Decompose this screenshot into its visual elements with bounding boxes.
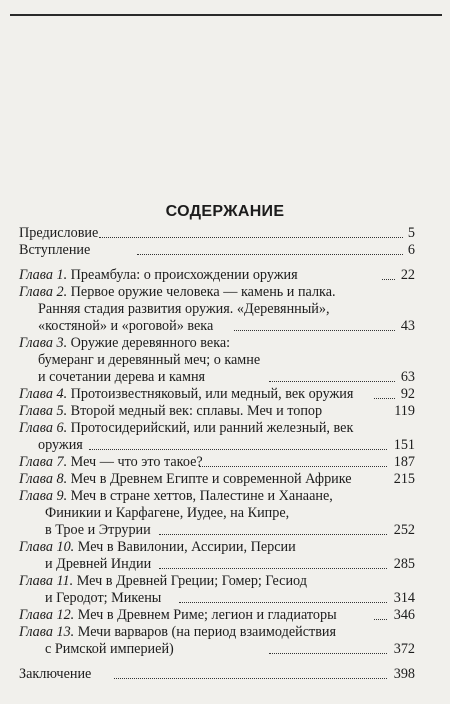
toc-entry <box>19 505 415 522</box>
toc-entry <box>19 403 415 420</box>
toc-entry <box>19 666 415 683</box>
page-number: 6 <box>407 242 415 258</box>
toc-entry-title: Финикии и Карфагене, Иудее, на Кипре, <box>45 505 290 521</box>
toc-entry-text <box>19 267 298 284</box>
toc-entry-title: Первое оружие человека — камень и палка. <box>70 284 336 300</box>
toc-entry <box>19 539 415 556</box>
toc-entry-title: Меч в Древней Греции; Гомер; Гесиод <box>76 573 307 589</box>
toc-entry-text <box>38 369 205 386</box>
toc-entry <box>19 284 415 301</box>
toc-entry <box>19 624 415 641</box>
page-number: 346 <box>393 607 415 623</box>
chapter-number: Глава 3. <box>19 335 68 351</box>
toc-entry-text <box>19 607 337 624</box>
toc-entry-title: Мечи варваров (на период взаимодействия <box>77 624 337 640</box>
page-number: 119 <box>394 403 415 419</box>
dot-leader <box>269 381 395 382</box>
chapter-number: Глава 11. <box>19 573 74 589</box>
toc-entry <box>19 420 415 437</box>
toc-entry-text <box>45 522 151 539</box>
dot-leader <box>159 534 387 535</box>
toc-entry-text <box>19 573 307 590</box>
page-number: 398 <box>393 666 415 682</box>
toc-entry-text <box>19 539 296 556</box>
toc-entry-text <box>38 352 260 369</box>
page-number: 187 <box>393 454 415 470</box>
toc-entry <box>19 335 415 352</box>
toc-entry-title: Предисловие <box>19 225 99 241</box>
page-number: 285 <box>393 556 415 572</box>
dot-leader <box>374 619 387 620</box>
toc-entry <box>19 242 415 259</box>
toc-entry-title: Вступление <box>19 242 91 258</box>
toc-entry <box>19 590 415 607</box>
toc-entry-text <box>45 590 161 607</box>
toc-entry-title: Второй медный век: сплавы. Меч и топор <box>70 403 323 419</box>
toc-entry <box>19 454 415 471</box>
toc-entry-text <box>45 556 151 573</box>
toc-entry <box>19 369 415 386</box>
toc-entry-title: в Трое и Этрурии <box>45 522 151 538</box>
page-number: 215 <box>393 471 415 487</box>
toc-entry <box>19 522 415 539</box>
toc-entry-text <box>38 318 213 335</box>
toc-title: СОДЕРЖАНИЕ <box>165 203 285 220</box>
page-number: 22 <box>400 267 415 283</box>
dot-leader <box>374 398 395 399</box>
page-number: 43 <box>400 318 415 334</box>
toc-entry-title: Меч в Древнем Риме; легион и гладиаторы <box>77 607 337 623</box>
dot-leader <box>99 237 403 238</box>
chapter-number: Глава 12. <box>19 607 75 623</box>
chapter-number: Глава 6. <box>19 420 68 436</box>
dot-leader <box>137 254 403 255</box>
toc-entry-text <box>45 505 289 522</box>
toc-entry <box>19 573 415 590</box>
toc-entry-title: Оружие деревянного века: <box>70 335 231 351</box>
page-number: 252 <box>393 522 415 538</box>
toc-entry-text <box>38 301 330 318</box>
chapter-number: Глава 9. <box>19 488 68 504</box>
section-gap <box>19 259 415 267</box>
toc-entry <box>19 488 415 505</box>
page-number: 63 <box>400 369 415 385</box>
toc-entry <box>19 607 415 624</box>
toc-entry-title: и Древней Индии <box>45 556 152 572</box>
toc-entry <box>19 471 415 488</box>
dot-leader <box>179 602 387 603</box>
toc-entry-title: Меч в Вавилонии, Ассирии, Персии <box>77 539 296 555</box>
section-gap <box>19 658 415 666</box>
toc-entry <box>19 437 415 454</box>
toc-entry-title: Ранняя стадия развития оружия. «Деревянный», <box>38 301 330 317</box>
toc-entry-text <box>19 488 333 505</box>
chapter-number: Глава 10. <box>19 539 75 555</box>
toc-entry <box>19 352 415 369</box>
toc-entry <box>19 386 415 403</box>
table-of-contents <box>19 225 415 683</box>
dot-leader <box>159 568 387 569</box>
toc-entry-title: Меч в Древнем Египте и современной Африке <box>70 471 352 487</box>
page-number: 5 <box>407 225 415 241</box>
toc-entry-title: Меч — что это такое? <box>70 454 203 470</box>
toc-entry-text <box>19 335 230 352</box>
dot-leader <box>114 678 387 679</box>
toc-entry <box>19 267 415 284</box>
toc-entry-title: Меч в стране хеттов, Палестине и Ханаане, <box>70 488 333 504</box>
chapter-number: Глава 1. <box>19 267 68 283</box>
toc-entry-text <box>19 403 322 420</box>
toc-entry <box>19 641 415 658</box>
toc-entry <box>19 301 415 318</box>
dot-leader <box>382 279 395 280</box>
toc-entry-text <box>19 225 98 242</box>
toc-entry-text <box>19 386 353 403</box>
top-rule <box>10 14 442 16</box>
toc-entry-title: Заключение <box>19 666 92 682</box>
toc-entry-title: оружия <box>38 437 83 453</box>
chapter-number: Глава 7. <box>19 454 68 470</box>
page-number: 372 <box>393 641 415 657</box>
toc-entry-text <box>45 641 174 658</box>
dot-leader <box>89 449 387 450</box>
page-number: 151 <box>393 437 415 453</box>
chapter-number: Глава 4. <box>19 386 68 402</box>
toc-entry-title: «костяной» и «роговой» века <box>38 318 214 334</box>
dot-leader <box>234 330 395 331</box>
toc-entry-title: с Римской империей) <box>45 641 174 657</box>
toc-entry <box>19 556 415 573</box>
dot-leader <box>199 466 387 467</box>
chapter-number: Глава 2. <box>19 284 68 300</box>
toc-entry-text <box>19 242 90 259</box>
page-number: 314 <box>393 590 415 606</box>
chapter-number: Глава 13. <box>19 624 75 640</box>
toc-entry-title: и Геродот; Микены <box>45 590 162 606</box>
toc-entry-text <box>19 666 91 683</box>
toc-entry-text <box>19 420 353 437</box>
toc-entry-title: бумеранг и деревянный меч; о камне <box>38 352 261 368</box>
toc-entry-text <box>19 284 336 301</box>
toc-entry-text <box>19 471 352 488</box>
toc-entry <box>19 318 415 335</box>
toc-entry-title: Преамбула: о происхождении оружия <box>70 267 298 283</box>
toc-entry-text <box>19 454 203 471</box>
toc-entry-title: Протосидерийский, или ранний железный, век <box>70 420 354 436</box>
toc-entry <box>19 225 415 242</box>
toc-entry-title: Протоизвестняковый, или медный, век оружия <box>70 386 354 402</box>
page-number: 92 <box>400 386 415 402</box>
toc-entry-text <box>19 624 336 641</box>
dot-leader <box>269 653 387 654</box>
chapter-number: Глава 8. <box>19 471 68 487</box>
toc-entry-title: и сочетании дерева и камня <box>38 369 206 385</box>
toc-entry-text <box>38 437 83 454</box>
chapter-number: Глава 5. <box>19 403 68 419</box>
